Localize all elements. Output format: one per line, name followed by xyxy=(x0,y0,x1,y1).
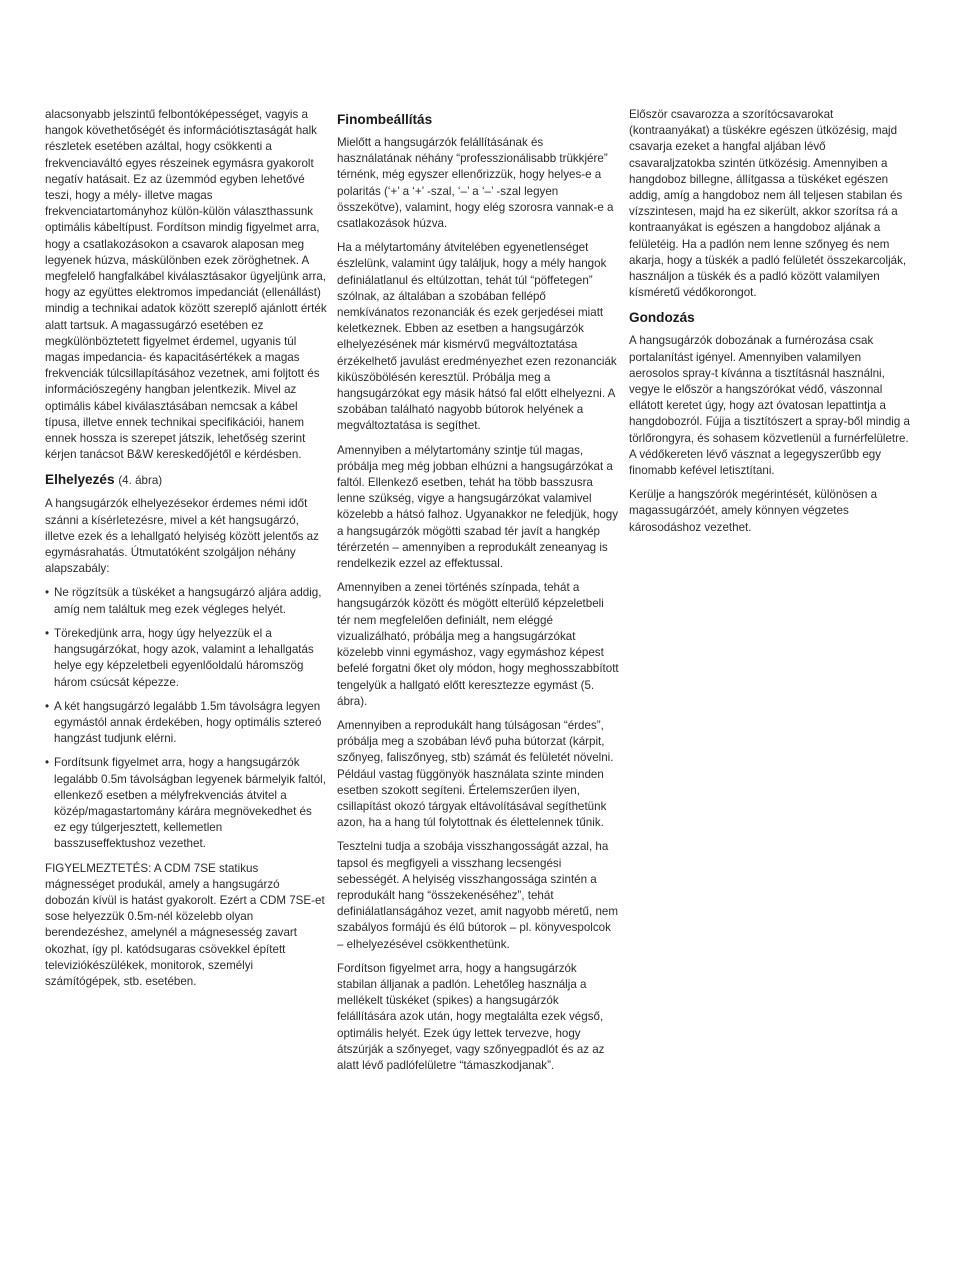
paragraph: Ha a mélytartomány átvitelében egyenetlenséget észlelünk, valamint úgy találjuk, hogy a mély hangok definiálatlanul és eltúlzottan, tehát túl “pöffetegen” szólnak, az általában a szobában fellépő nemkívánatos rezonanciák és ezek gerjedései miatt keletkeznek. Ebben az esetben a hangsugárzók elhelyezésének már kismérvű megváltoztatása érzékelhető javulást eredményezhet ezen rezonanciák kiküszöbölésén keresztül. Próbálja meg a hangsugárzókat egy másik hátsó fal előtt elhelyezni. A szobában található nagyobb bútorok helyének a megváltoztatása is segíthet. xyxy=(337,241,617,433)
column-middle xyxy=(337,107,619,1082)
figure-reference: (4. ábra) xyxy=(118,474,163,488)
column-right xyxy=(629,107,911,544)
paragraph: Tesztelni tudja a szobája visszhangosságát azzal, ha tapsol és megfigyeli a visszhang lecsengési sebességét. A helyiség visszhangossága szintén a reprodukált hang “összekenéséhez”, tehát definiálatlanságához vezet, amit nagyobb méretű, nem szabályos formájú és élű bútorok – pl. könyvespolcok – elhelyezésével csökkenthetünk. xyxy=(337,840,618,951)
list-item: • Ne rögzítsük a tüskéket a hangsugárzó aljára addig, amíg nem találtuk meg ezek végleges helyét. xyxy=(45,585,327,617)
column-left xyxy=(45,107,327,998)
paragraph-spikes: Először csavarozza a szorítócsavarokat (kontraanyákat) a tüskékre egészen ütközésig, majd csavarja ezeket a hangfal aljában lévő csavaraljzatokba szintén ütközésig. Amennyiben a hangdoboz billegne, állítgassa a tüskéket egészen addig, amíg a hangdoboz nem áll teljesen stabilan és vízszintesen, majd ha ez sikerült, akkor szorítsa rá a kontraanyákat is egészen a hangdoboz aljának a felületéig. Ha a padlón nem lenne szőnyeg és nem akarja, hogy a tüskék a padló felületét összekarcolják, használjon a tüskék és a padló között valamilyen kísméretű védőkorongot. xyxy=(629,108,907,300)
paragraph-placement-intro: A hangsugárzók elhelyezésekor érdemes némi időt szánni a kísérletezésre, mivel a két hangsugárzó, illetve ezek és a lehallgató helyiség között jelentős az egymásrahatás. Útmutatóként szolgáljon néhány alapszabály: xyxy=(45,497,319,576)
placement-rules-list xyxy=(45,585,327,852)
section-heading-care: Gondozás xyxy=(629,310,695,326)
paragraph-care: A hangsugárzók dobozának a furnérozása csak portalanítást igényel. Amennyiben valamilyen aerosolos spray-t kívánna a tisztításnál használni, vegye le először a hangszórókat védő, vászonnal ellátott keretet úgy, hogy azt óvatosan lepattintja a hangdobozról. Fújja a tisztítószert a spray-ből mindig a törlőrongyra, és sohasem közvetlenül a furnérfelületre. A védőkereten lévő vásznat a legegyszerűbb egy finomabb kefével letisztítani. xyxy=(629,334,910,478)
paragraph: Mielőtt a hangsugárzók felállításának és használatának néhány “professzionálisabb trükkjére” térnénk, még egyszer ellenőrizzük, hogy helyes-e a polaritás (‘+’ a ‘+’ -szal, ‘–’ a ‘–’ -szal legyen összekötve), valamint, hogy elég szorosra vannak-e a csatlakozások húzva. xyxy=(337,136,614,231)
paragraph: Fordítson figyelmet arra, hogy a hangsugárzók stabilan álljanak a padlón. Lehetőleg használja a mellékelt tüskéket (spikes) a hangsugárzók felállítására azok után, hogy megtalálta ezek végső, optimális helyét. Ezek úgy lettek tervezve, hogy átszúrják a szőnyeget, vagy szőnyegpadlót és az az alatt lévő padlófelületre “támaszkodjanak”. xyxy=(337,961,605,1072)
paragraph-cables: alacsonyabb jelszintű felbontóképességet, vagyis a hangok követhetőségét és információtisztaságát halk részletek esetében azáltal, hogy csökkenti a frekvenciaváltó egyes részeinek egymásra gyakorolt negatív hatásait. Ez az üzemmód egyben lehetővé teszi, hogy a mély- illetve magas frekvenciatartományhoz külön-külön választhassunk optimális kábeltípust. Fordítson mindig figyelmet arra, hogy a csatlakozásokon a csavarok alaposan meg legyenek húzva, máskülönben ezek zöröghetnek. A megfelelő hangfalkábel kiválasztásakor ügyeljünk arra, hogy az együttes elektromos impedanciát (ellenállást) mindig a technikai adatok között szereplő ajánlott érték alatt tartsuk. A magassugárzó esetében ez megkülönböztetett figyelmet érdemel, ugyanis túl magas impedancia- és kapacitásértékek a magas frekvenciák túlcsillapításához vezetnek, ami foljtott és információszegény hangban jelentkezik. Mivel az optimális kábel kiválasztásában nemcsak a kábel típusa, illetve ennek technikai specifikációi, hanem ennek hossza is szerepet játszik, lehetőség szerint kérjen tanácsot B&W kereskedőjétől e kérdésben. xyxy=(45,108,327,462)
list-item: • A két hangsugárzó legalább 1.5m távolságra legyen egymástól annak érdekében, hogy optimális sztereó hangzást tudjunk elérni. xyxy=(45,699,327,748)
section-heading-placement xyxy=(45,471,327,490)
paragraph: Amennyiben a reprodukált hang túlságosan “érdes”, próbálja meg a szobában lévő puha bútorzat (kárpit, szőnyeg, faliszőnyeg, stb) számát és felületét növelni. Például vastag függönyök használata szinte minden esetben szokott segíteni. Értelemszerűen ilyen, csillapítást okozó tárgyak eltávolításával segíthetünk azon, ha a hang túl folytottnak és élettelennek tűnik. xyxy=(337,718,614,830)
section-heading-fine-tuning: Finombeállítás xyxy=(337,112,433,127)
paragraph-warning: FIGYELMEZTETÉS: A CDM 7SE statikus mágnességet produkál, amely a hangsugárzó dobozán kívül is hatást gyakorolt. Ezért a CDM 7SE-et sose helyezzük 0.5m-nél közelebb olyan berendezéshez, amelynél a mágnesesség zavart okozhat, így pl. katódsugaras csövekkel épített televiziókészülékek, monitorok, személyi számítógépek, stb. esetében. xyxy=(45,861,325,988)
list-item: • Törekedjünk arra, hogy úgy helyezzük el a hangsugárzókat, hogy azok, valamint a lehallgatás helye egy képzeletbeli egyenlőoldalú háromszög három csúcsát képezze. xyxy=(45,626,327,691)
paragraph: Amennyiben a zenei történés színpada, tehát a hangsugárzók között és mögött elterülő képzeletbeli tér nem megfelelően definiált, nem eléggé vizualizálható, próbálja meg a hangsugárzókat közelebb vinni egymáshoz, vagy egymáshoz képest befelé forgatni őket oly módon, hogy meghosszabbított tengelyük a hallgató előtt keresztezze egymást (5. ábra). xyxy=(337,581,619,708)
heading-text: Elhelyezés xyxy=(45,472,115,488)
paragraph: Amennyiben a mélytartomány szintje túl magas, próbálja meg még jobban elhúzni a hangsugárzókat a faltól. Ellenkező esetben, tehát ha több basszusra lenne szükség, vigye a hangsugárzókat valamivel közelebb a hátsó falhoz. Ugyanakkor ne feledjük, hogy a hangsugárzók mögötti szabad tér javít a hangkép térérzetén – amennyiben a reprodukált zeneanyag is rendelkezik ezzel az effektussal. xyxy=(337,443,619,571)
paragraph-care-warning: Kerülje a hangszórók megérintését, különösen a magassugárzóét, amely könnyen végzetes károsodáshoz vezethet. xyxy=(629,488,878,534)
list-item: • Fordítsunk figyelmet arra, hogy a hangsugárzók legalább 0.5m távolságban legyenek bármelyik faltól, ellenkező esetben a mélyfrekvenciás átvitel a közép/magastartomány kárára megnövekedhet és ez egy túlgerjesztett, kellemetlen basszuseffektushoz vezethet. xyxy=(45,755,327,852)
